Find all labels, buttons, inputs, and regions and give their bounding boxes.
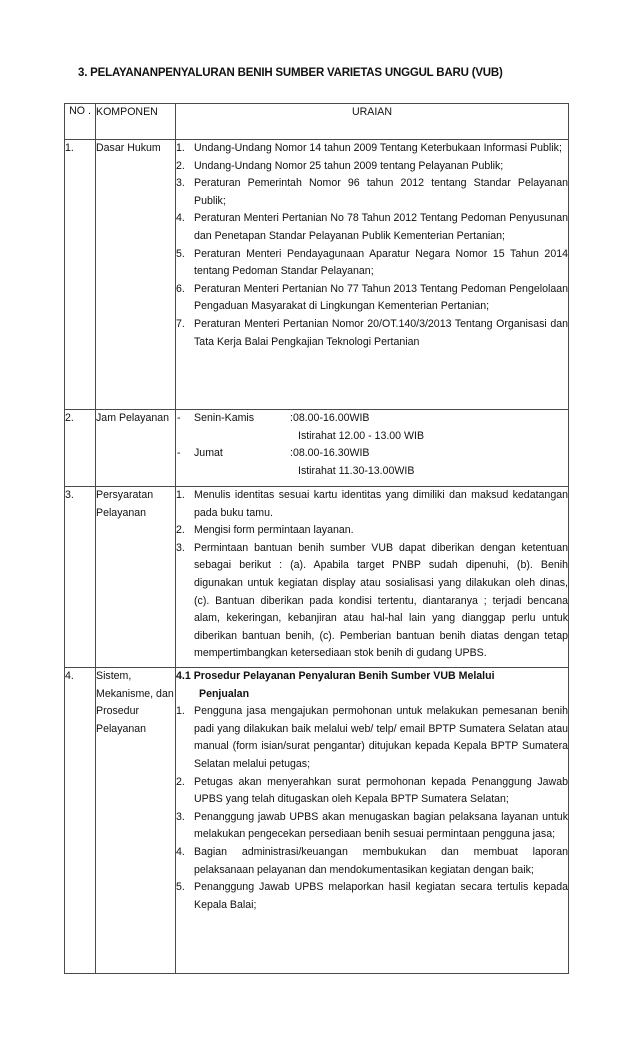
item-text: Menulis identitas sesuai kartu identitas yang dimiliki dan maksud kedatangan pada buku tamu. <box>194 489 568 519</box>
row-number: 4. <box>65 668 96 974</box>
schedule-time: :08.00-16.30WIB <box>290 447 370 460</box>
header-uraian: URAIAN <box>176 104 569 140</box>
schedule-day: Senin-Kamis <box>194 412 255 424</box>
section-title: 3. PELAYANANPENYALURAN BENIH SUMBER VARIETAS UNGGUL BARU (VUB) <box>78 67 503 79</box>
service-standard-table <box>64 103 569 974</box>
schedule-day: Jumat <box>194 447 223 460</box>
item-text: Peraturan Menteri Pertanian No 78 Tahun 2012 Tentang Pedoman Penyusunan dan Penetapan Standar Pelayanan Publik Kementerian Pertanian; <box>194 212 568 242</box>
list-item <box>176 158 568 176</box>
item-text: Bagian administrasi/keuangan membukukan dan membuat laporan pelaksanaan pelayanan dan mendokumentasikan kegiatan dengan baik; <box>194 845 568 876</box>
item-text: Penanggung Jawab UPBS melaporkan hasil kegiatan secara tertulis kepada Kepala Balai; <box>194 881 568 911</box>
list-item <box>176 809 568 844</box>
list-item <box>176 316 568 351</box>
item-number: 6. <box>176 282 185 295</box>
schedule-line <box>176 445 568 463</box>
item-number: 4. <box>176 212 185 225</box>
row-komponen: Jam Pelayanan <box>96 410 176 487</box>
schedule-dash: - <box>177 447 181 460</box>
legal-basis-list <box>176 140 568 351</box>
list-item <box>176 175 568 210</box>
item-number: 1. <box>176 705 185 718</box>
row-komponen: Dasar Hukum <box>96 140 176 410</box>
row-komponen: Persyaratan Pelayanan <box>96 487 176 668</box>
row-uraian <box>176 668 569 974</box>
list-item <box>176 246 568 281</box>
row-uraian <box>176 140 569 410</box>
item-text: Mengisi form permintaan layanan. <box>194 524 354 537</box>
row-number: 1. <box>65 140 96 410</box>
item-number: 5. <box>176 881 185 894</box>
table-row <box>65 410 569 487</box>
schedule-line <box>176 410 568 428</box>
schedule-break-line <box>176 463 568 481</box>
table-row <box>65 487 569 668</box>
item-text: Peraturan Menteri Pertanian Nomor 20/OT.140/3/2013 Tentang Organisasi dan Tata Kerja Balai Pengkajian Teknologi Pertanian <box>194 317 568 348</box>
item-number: 2. <box>176 775 185 788</box>
table-row <box>65 140 569 410</box>
list-item <box>176 487 568 522</box>
item-text: Permintaan bantuan benih sumber VUB dapat diberikan dengan ketentuan sebagai berikut : (a). Apabila target PNBP sudah dipenuhi, (b). Benih digunakan untuk kegiatan display atau sosialisasi yang dilakukan oleh dinas, (c). Bantuan diberikan pada kondisi tertentu, diantaranya ; terjadi bencana alam, kekeringan, kebanjiran atau hal-hal lain yang dianggap perlu untuk diberikan bantuan benih, (c). Pemberian bantuan benih diatas dengan tetap mempertimbangkan ketersediaan stok benih di gudang UPBS. <box>194 541 568 660</box>
item-text: Petugas akan menyerahkan surat permohonan kepada Penanggung Jawab UPBS yang telah ditugaskan oleh Kepala BPTP Sumatera Selatan; <box>194 775 568 806</box>
list-item <box>176 844 568 879</box>
procedure-steps-list <box>176 703 568 914</box>
header-komponen: KOMPONEN <box>96 104 176 140</box>
item-text: Pengguna jasa mengajukan permohonan untuk melakukan pemesanan benih padi yang dilakukan baik melalui web/ telp/ email BPTP Sumatera Selatan atau manual (form isian/surat pengantar) ditujukan kepada Kepala BPTP Sumatera Selatan melalui petugas; <box>194 705 568 770</box>
item-number: 3. <box>176 177 185 190</box>
item-number: 3. <box>176 541 185 554</box>
row-number: 3. <box>65 487 96 668</box>
item-number: 3. <box>176 810 185 823</box>
item-number: 4. <box>176 845 185 858</box>
schedule-break: Istirahat 11.30-13.00WIB <box>298 464 415 477</box>
item-number: 5. <box>176 247 185 260</box>
item-number: 1. <box>176 142 185 154</box>
item-text: Undang-Undang Nomor 14 tahun 2009 Tentang Keterbukaan Informasi Publik; <box>194 142 562 154</box>
list-item <box>176 703 568 773</box>
list-item <box>176 774 568 809</box>
header-no: NO . <box>65 104 96 140</box>
item-number: 7. <box>176 317 185 330</box>
item-text: Undang-Undang Nomor 25 tahun 2009 tentang Pelayanan Publik; <box>194 159 504 172</box>
item-number: 1. <box>176 489 185 501</box>
item-text: Peraturan Pemerintah Nomor 96 tahun 2012 tentang Standar Pelayanan Publik; <box>194 177 568 207</box>
procedure-title: Prosedur Pelayanan Penyaluran Benih Sumber VUB Melalui <box>193 670 495 682</box>
row-komponen: Sistem, Mekanisme, dan Prosedur Pelayanan <box>96 668 176 974</box>
list-item <box>176 281 568 316</box>
schedule-break-line <box>176 428 568 446</box>
procedure-title-cont: Penjualan <box>199 687 250 700</box>
procedure-heading <box>176 668 568 703</box>
schedule-break: Istirahat 12.00 - 13.00 WIB <box>298 429 425 442</box>
row-number: 2. <box>65 410 96 487</box>
item-number: 2. <box>176 524 185 537</box>
row-uraian <box>176 410 569 487</box>
item-text: Penanggung jawab UPBS akan menugaskan bagian pelaksana layanan untuk melakukan pengecekan persediaan benih sesuai permintaan pengguna jasa; <box>194 810 568 841</box>
table-header-row <box>65 104 569 140</box>
procedure-number: 4.1 <box>176 670 191 682</box>
schedule-time: :08.00-16.00WIB <box>290 412 370 424</box>
requirements-list <box>176 487 568 663</box>
list-item <box>176 140 568 158</box>
list-item <box>176 210 568 245</box>
item-number: 2. <box>176 159 185 172</box>
list-item <box>176 879 568 914</box>
item-text: Peraturan Menteri Pendayagunaan Aparatur Negara Nomor 15 Tahun 2014 tentang Pedoman Standar Pelayanan; <box>194 247 568 278</box>
schedule-dash: - <box>177 412 181 424</box>
row-uraian <box>176 487 569 668</box>
table-row <box>65 668 569 974</box>
list-item <box>176 522 568 540</box>
list-item <box>176 540 568 663</box>
item-text: Peraturan Menteri Pertanian No 77 Tahun 2013 Tentang Pedoman Pengelolaan Pengaduan Masyarakat di Lingkungan Kementerian Pertanian; <box>194 282 568 313</box>
